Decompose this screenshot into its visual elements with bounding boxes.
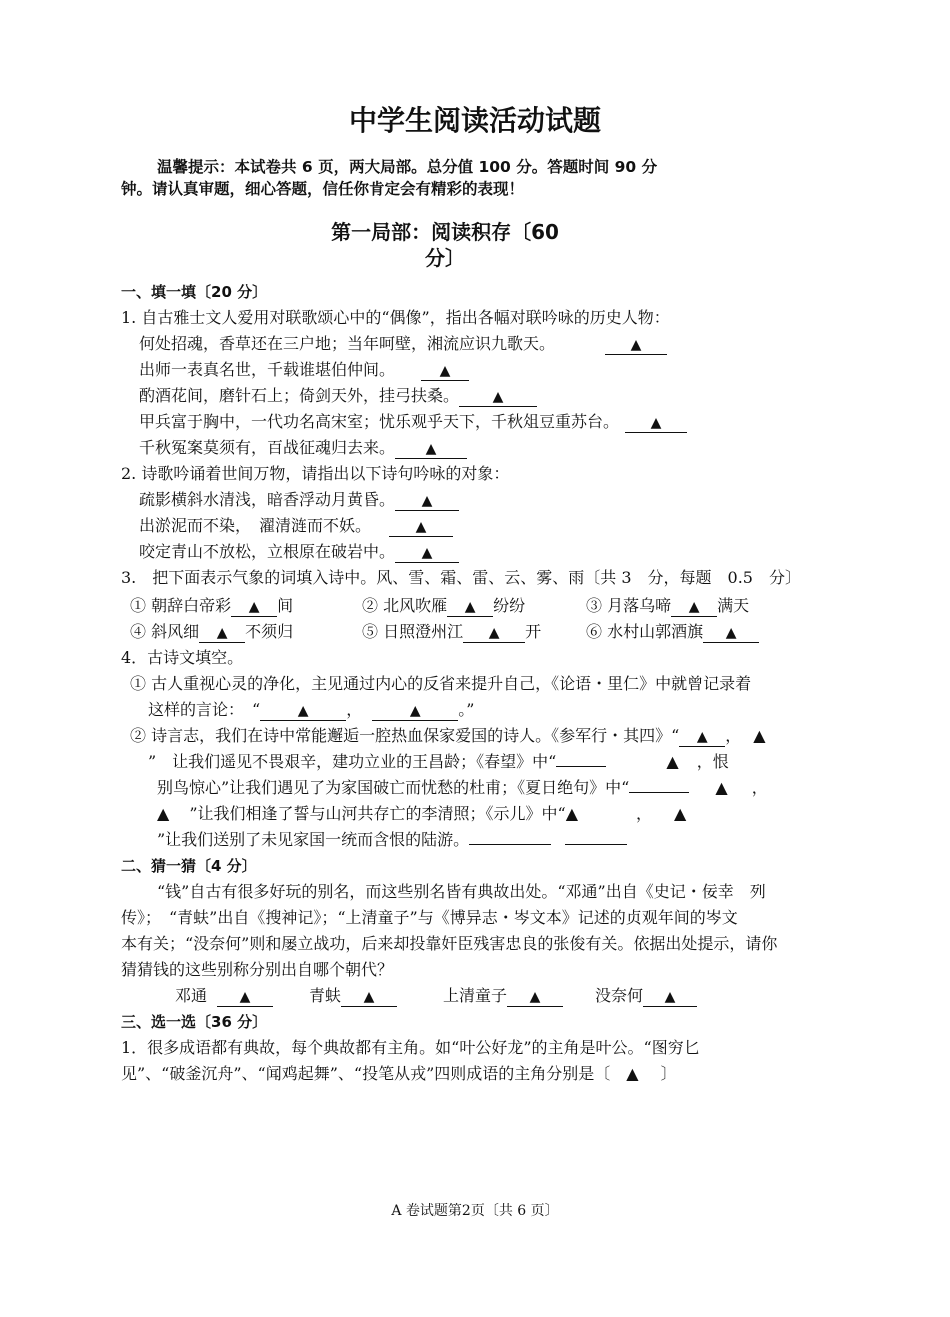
weather-item-5: ⑤ 日照澄州江 ▲ 开 <box>362 622 542 641</box>
poem-line-2 <box>139 516 453 537</box>
couplet-2 <box>139 360 469 381</box>
couplet-1 <box>139 334 667 355</box>
answer-blank[interactable]: ▲ <box>217 988 273 1007</box>
answer-blank[interactable]: ▲ <box>447 598 493 617</box>
part1-title-line-1: 第一局部：阅读积存〔60 <box>331 220 559 244</box>
q4-part2-line4: ▲ ”让我们相逢了誓与山河共存亡的李清照；《示儿》中“▲ ， ▲ <box>157 804 687 823</box>
answer-marker[interactable]: ▲ <box>565 804 578 823</box>
poem-text: 咬定青山不放松，立根原在破岩中。 <box>139 542 396 561</box>
poem-line-1 <box>139 490 459 511</box>
q4-stem: 4．古诗文填空。 <box>121 648 244 667</box>
q4-part1-line1: ① 古人重视心灵的净化，主见通过内心的反省来提升自己，《论语・里仁》中就曾记录着 <box>130 674 752 693</box>
part1-title-line-2: 分〕 <box>425 246 465 270</box>
answer-blank[interactable]: ▲ <box>199 624 245 643</box>
poem-line-3 <box>139 542 459 563</box>
s3-q1-line-1: 1．很多成语都有典故，每个典故都有主角。如“叶公好龙”的主角是叶公。“图穷匕 <box>121 1038 700 1057</box>
money-alias-1: 邓通 ▲ <box>175 986 273 1007</box>
answer-marker[interactable]: ▲ <box>674 804 687 823</box>
q1-stem: 1. 自古雅士文人爱用对联歌颂心中的“偶像”，指出各幅对联吟咏的历史人物： <box>121 308 670 327</box>
poem-text: 疏影横斜水清浅，暗香浮动月黄昏。 <box>139 490 396 509</box>
s2-paragraph-line-3: 本有关；“没奈何”则和屡立战功，后来却投靠奸臣残害忠良的张俊有关。依据出处提示，请你 <box>121 934 778 953</box>
section2-heading: 二、猜一猜〔4 分〕 <box>121 857 257 875</box>
money-alias-3: 上清童子 ▲ <box>443 986 563 1007</box>
section1-heading: 一、填一填〔20 分〕 <box>121 283 268 301</box>
answer-marker[interactable]: ▲ <box>753 726 766 745</box>
s2-paragraph-line-4: 猜猜钱的这些别称分别出自哪个朝代？ <box>121 960 394 979</box>
s2-paragraph-line-2: 传》； “青蚨”出自《搜神记》；“上清童子”与《博异志・岑文本》记述的贞观年间的岑文 <box>121 908 738 927</box>
couplet-3 <box>139 386 537 407</box>
page-title: 中学生阅读活动试题 <box>348 104 601 137</box>
q4-part1-line2: 这样的言论： “ ▲ ， ▲ 。” <box>148 700 475 719</box>
weather-item-3: ③ 月落乌啼 ▲ 满天 <box>586 596 750 615</box>
answer-marker[interactable]: ▲ <box>715 778 728 797</box>
answer-blank[interactable]: ▲ <box>341 988 397 1007</box>
couplet-text: 甲兵富于胸中，一代功名高宋室；忧乐观乎天下，千秋俎豆重苏台。 <box>139 412 620 431</box>
answer-blank[interactable] <box>629 792 689 793</box>
s3-q1-line-2: 见”、“破釜沉舟”、“闻鸡起舞”、“投笔从戎”四则成语的主角分别是〔 ▲ 〕 <box>121 1064 677 1083</box>
answer-blank[interactable]: ▲ <box>643 988 697 1007</box>
q4-part2-line1: ② 诗言志，我们在诗中常能邂逅一腔热血保家爱国的诗人。《参军行・其四》“ ▲ ， ▲ <box>130 726 766 745</box>
answer-blank[interactable]: ▲ <box>372 702 458 721</box>
s2-paragraph-line-1: “钱”自古有很多好玩的别名，而这些别名皆有典故出处。“邓通”出自《史记・佞幸 列 <box>157 882 766 901</box>
couplet-text: 何处招魂，香草还在三户地；当年呵壁，湘流应识九歌天。 <box>139 334 556 353</box>
weather-item-6: ⑥ 水村山郭酒旗 ▲ <box>586 622 759 643</box>
weather-item-4: ④ 斜风细 ▲ 不须归 <box>130 622 294 641</box>
answer-blank[interactable]: ▲ <box>260 702 346 721</box>
answer-blank[interactable]: ▲ <box>671 598 717 617</box>
answer-blank[interactable]: ▲ <box>231 598 277 617</box>
answer-blank[interactable]: ▲ <box>395 544 459 563</box>
answer-blank[interactable]: ▲ <box>421 362 469 381</box>
answer-blank[interactable]: ▲ <box>459 388 537 407</box>
couplet-text: 酌酒花间，磨针石上；倚剑天外，挂弓扶桑。 <box>139 386 460 405</box>
section3-heading: 三、选一选〔36 分〕 <box>121 1013 268 1031</box>
answer-blank[interactable] <box>469 844 551 845</box>
couplet-4 <box>139 412 687 433</box>
answer-blank[interactable]: ▲ <box>679 728 725 747</box>
notice-line-1: 温馨提示：本试卷共 6 页，两大局部。总分值 100 分。答题时间 90 分 <box>157 158 658 176</box>
money-alias-2: 青蚨 ▲ <box>309 986 397 1007</box>
answer-blank[interactable] <box>565 844 627 845</box>
money-alias-4: 没奈何 ▲ <box>595 986 697 1007</box>
answer-blank[interactable]: ▲ <box>703 624 759 643</box>
answer-blank[interactable]: ▲ <box>395 492 459 511</box>
answer-blank[interactable]: ▲ <box>389 518 453 537</box>
answer-blank[interactable]: ▲ <box>507 988 563 1007</box>
weather-item-2: ② 北风吹雁 ▲ 纷纷 <box>362 596 526 615</box>
couplet-text: 千秋冤案莫须有，百战征魂归去来。 <box>139 438 396 457</box>
couplet-5 <box>139 438 467 459</box>
q4-part2-line3: 别鸟惊心”让我们遇见了为家国破亡而忧愁的杜甫；《夏日绝句》中“ ▲ ， <box>157 778 768 797</box>
q4-part2-line5: ”让我们送别了未见家国一统而含恨的陆游。 <box>157 830 627 850</box>
answer-blank[interactable]: ▲ <box>463 624 525 643</box>
answer-blank[interactable]: ▲ <box>605 336 667 355</box>
answer-marker[interactable]: ▲ <box>626 1064 639 1083</box>
answer-blank[interactable]: ▲ <box>625 414 687 433</box>
answer-marker[interactable]: ▲ <box>666 752 679 771</box>
q3-stem: 3. 把下面表示气象的词填入诗中。风、雪、霜、雷、云、雾、雨〔共 3 分，每题 0.5 分〕 <box>121 568 801 587</box>
weather-item-1: ① 朝辞白帝彩 ▲ 间 <box>130 596 294 615</box>
answer-blank[interactable] <box>556 766 606 767</box>
q2-stem: 2. 诗歌吟诵着世间万物，请指出以下诗句吟咏的对象： <box>121 464 510 483</box>
poem-text: 出淤泥而不染， 濯清涟而不妖。 <box>139 516 372 535</box>
answer-blank[interactable]: ▲ <box>395 440 467 459</box>
answer-marker[interactable]: ▲ <box>157 804 170 823</box>
notice-line-2: 钟。请认真审题，细心答题，信任你肯定会有精彩的表现！ <box>121 180 525 198</box>
couplet-text: 出师一表真名世，千载谁堪伯仲间。 <box>139 360 396 379</box>
page-footer: A 卷试题第2页〔共 6 页〕 <box>391 1203 559 1219</box>
q4-part2-line2: ” 让我们遥见不畏艰辛，建功立业的王昌龄；《春望》中“ ▲ ，恨 <box>148 752 729 771</box>
